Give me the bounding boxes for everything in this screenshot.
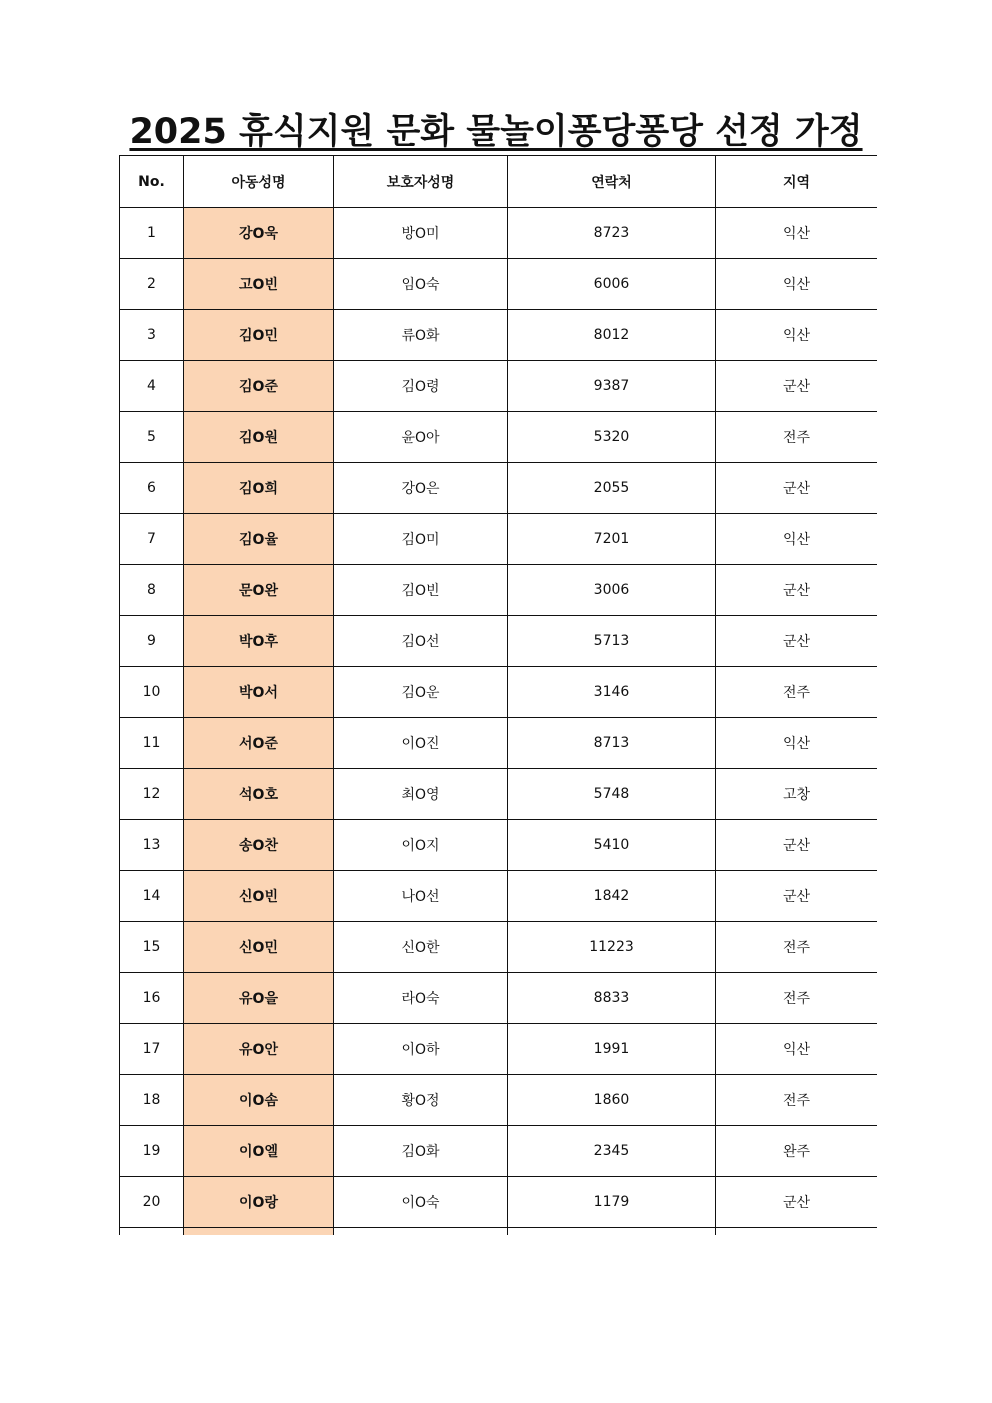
child-name-cell: 박O후 xyxy=(184,616,334,667)
guardian-name-cell: 이O숙 xyxy=(334,1177,508,1228)
table-row xyxy=(120,361,878,412)
guardian-name-cell: 황O정 xyxy=(334,1075,508,1126)
table-row xyxy=(120,463,878,514)
selection-table xyxy=(119,155,877,1235)
contact-cell: 9387 xyxy=(508,361,716,412)
region-cell: 군산 xyxy=(716,565,878,616)
contact-cell: 5748 xyxy=(508,769,716,820)
table-row xyxy=(120,208,878,259)
child-name-cell: 박O서 xyxy=(184,667,334,718)
region-cell: 완주 xyxy=(716,1126,878,1177)
table-row xyxy=(120,565,878,616)
region-cell-empty xyxy=(716,1228,878,1236)
child-name-cell: 신O민 xyxy=(184,922,334,973)
table-row xyxy=(120,514,878,565)
guardian-name-cell: 강O은 xyxy=(334,463,508,514)
table-row xyxy=(120,871,878,922)
region-cell: 군산 xyxy=(716,463,878,514)
contact-cell: 8713 xyxy=(508,718,716,769)
child-name-cell: 유O을 xyxy=(184,973,334,1024)
child-name-cell: 강O욱 xyxy=(184,208,334,259)
row-no-cell: 4 xyxy=(120,361,184,412)
region-cell: 익산 xyxy=(716,514,878,565)
row-no-cell: 19 xyxy=(120,1126,184,1177)
region-cell: 전주 xyxy=(716,1075,878,1126)
guardian-name-cell: 김O빈 xyxy=(334,565,508,616)
table-row xyxy=(120,667,878,718)
child-name-cell: 이O랑 xyxy=(184,1177,334,1228)
region-cell: 고창 xyxy=(716,769,878,820)
contact-cell: 1179 xyxy=(508,1177,716,1228)
child-name-cell: 김O희 xyxy=(184,463,334,514)
row-no-cell: 11 xyxy=(120,718,184,769)
contact-cell: 8723 xyxy=(508,208,716,259)
row-no-cell: 6 xyxy=(120,463,184,514)
table-row xyxy=(120,259,878,310)
child-name-cell: 김O원 xyxy=(184,412,334,463)
row-no-cell: 3 xyxy=(120,310,184,361)
guardian-name-cell: 이O지 xyxy=(334,820,508,871)
table-row xyxy=(120,922,878,973)
table-row xyxy=(120,1024,878,1075)
row-no-cell: 2 xyxy=(120,259,184,310)
child-name-cell: 석O호 xyxy=(184,769,334,820)
guardian-name-cell: 윤O아 xyxy=(334,412,508,463)
contact-cell: 1842 xyxy=(508,871,716,922)
table-row xyxy=(120,769,878,820)
table-container xyxy=(119,155,877,1235)
contact-cell: 2345 xyxy=(508,1126,716,1177)
region-cell: 군산 xyxy=(716,820,878,871)
row-no-cell: 20 xyxy=(120,1177,184,1228)
table-row xyxy=(120,1126,878,1177)
child-name-cell: 유O안 xyxy=(184,1024,334,1075)
row-no-cell: 17 xyxy=(120,1024,184,1075)
guardian-name-cell: 최O영 xyxy=(334,769,508,820)
row-no-cell: 10 xyxy=(120,667,184,718)
contact-cell: 1860 xyxy=(508,1075,716,1126)
guardian-name-cell: 김O선 xyxy=(334,616,508,667)
contact-cell: 1991 xyxy=(508,1024,716,1075)
child-name-cell: 김O민 xyxy=(184,310,334,361)
region-cell: 전주 xyxy=(716,973,878,1024)
guardian-name-cell: 라O숙 xyxy=(334,973,508,1024)
child-name-cell: 김O율 xyxy=(184,514,334,565)
row-no-cell: 12 xyxy=(120,769,184,820)
guardian-name-cell: 이O진 xyxy=(334,718,508,769)
row-no-cell: 18 xyxy=(120,1075,184,1126)
header-contact: 연락처 xyxy=(508,156,716,208)
row-no-cell: 14 xyxy=(120,871,184,922)
table-row xyxy=(120,412,878,463)
row-no-cell: 5 xyxy=(120,412,184,463)
table-body xyxy=(120,208,878,1236)
table-row xyxy=(120,310,878,361)
child-name-cell: 김O준 xyxy=(184,361,334,412)
contact-cell: 8833 xyxy=(508,973,716,1024)
header-no: No. xyxy=(120,156,184,208)
region-cell: 군산 xyxy=(716,1177,878,1228)
row-no-cell-empty xyxy=(120,1228,184,1236)
header-child-name: 아동성명 xyxy=(184,156,334,208)
region-cell: 익산 xyxy=(716,208,878,259)
guardian-name-cell: 류O화 xyxy=(334,310,508,361)
document-title: 2025 휴식지원 문화 물놀이퐁당퐁당 선정 가정 xyxy=(129,112,863,152)
guardian-name-cell: 김O운 xyxy=(334,667,508,718)
child-name-cell: 문O완 xyxy=(184,565,334,616)
region-cell: 익산 xyxy=(716,310,878,361)
region-cell: 전주 xyxy=(716,667,878,718)
table-row-continued xyxy=(120,1228,878,1236)
region-cell: 익산 xyxy=(716,259,878,310)
row-no-cell: 15 xyxy=(120,922,184,973)
region-cell: 군산 xyxy=(716,361,878,412)
guardian-name-cell: 김O령 xyxy=(334,361,508,412)
child-name-cell: 신O빈 xyxy=(184,871,334,922)
contact-cell: 5320 xyxy=(508,412,716,463)
contact-cell: 6006 xyxy=(508,259,716,310)
contact-cell: 8012 xyxy=(508,310,716,361)
region-cell: 군산 xyxy=(716,616,878,667)
contact-cell-empty xyxy=(508,1228,716,1236)
table-row xyxy=(120,820,878,871)
region-cell: 전주 xyxy=(716,412,878,463)
contact-cell: 2055 xyxy=(508,463,716,514)
contact-cell: 11223 xyxy=(508,922,716,973)
row-no-cell: 1 xyxy=(120,208,184,259)
guardian-name-cell-empty xyxy=(334,1228,508,1236)
region-cell: 익산 xyxy=(716,1024,878,1075)
contact-cell: 3146 xyxy=(508,667,716,718)
guardian-name-cell: 이O하 xyxy=(334,1024,508,1075)
contact-cell: 5713 xyxy=(508,616,716,667)
guardian-name-cell: 임O숙 xyxy=(334,259,508,310)
contact-cell: 5410 xyxy=(508,820,716,871)
table-row xyxy=(120,616,878,667)
table-row xyxy=(120,973,878,1024)
row-no-cell: 8 xyxy=(120,565,184,616)
guardian-name-cell: 방O미 xyxy=(334,208,508,259)
region-cell: 전주 xyxy=(716,922,878,973)
contact-cell: 3006 xyxy=(508,565,716,616)
child-name-cell: 송O찬 xyxy=(184,820,334,871)
header-guardian-name: 보호자성명 xyxy=(334,156,508,208)
region-cell: 군산 xyxy=(716,871,878,922)
header-row xyxy=(120,156,878,208)
child-name-cell-empty xyxy=(184,1228,334,1236)
guardian-name-cell: 김O미 xyxy=(334,514,508,565)
region-cell: 익산 xyxy=(716,718,878,769)
child-name-cell: 이O솜 xyxy=(184,1075,334,1126)
table-row xyxy=(120,1075,878,1126)
row-no-cell: 9 xyxy=(120,616,184,667)
guardian-name-cell: 김O화 xyxy=(334,1126,508,1177)
child-name-cell: 서O준 xyxy=(184,718,334,769)
contact-cell: 7201 xyxy=(508,514,716,565)
child-name-cell: 이O엘 xyxy=(184,1126,334,1177)
child-name-cell: 고O빈 xyxy=(184,259,334,310)
row-no-cell: 16 xyxy=(120,973,184,1024)
header-region: 지역 xyxy=(716,156,878,208)
row-no-cell: 7 xyxy=(120,514,184,565)
guardian-name-cell: 나O선 xyxy=(334,871,508,922)
guardian-name-cell: 신O한 xyxy=(334,922,508,973)
table-row xyxy=(120,1177,878,1228)
row-no-cell: 13 xyxy=(120,820,184,871)
table-row xyxy=(120,718,878,769)
